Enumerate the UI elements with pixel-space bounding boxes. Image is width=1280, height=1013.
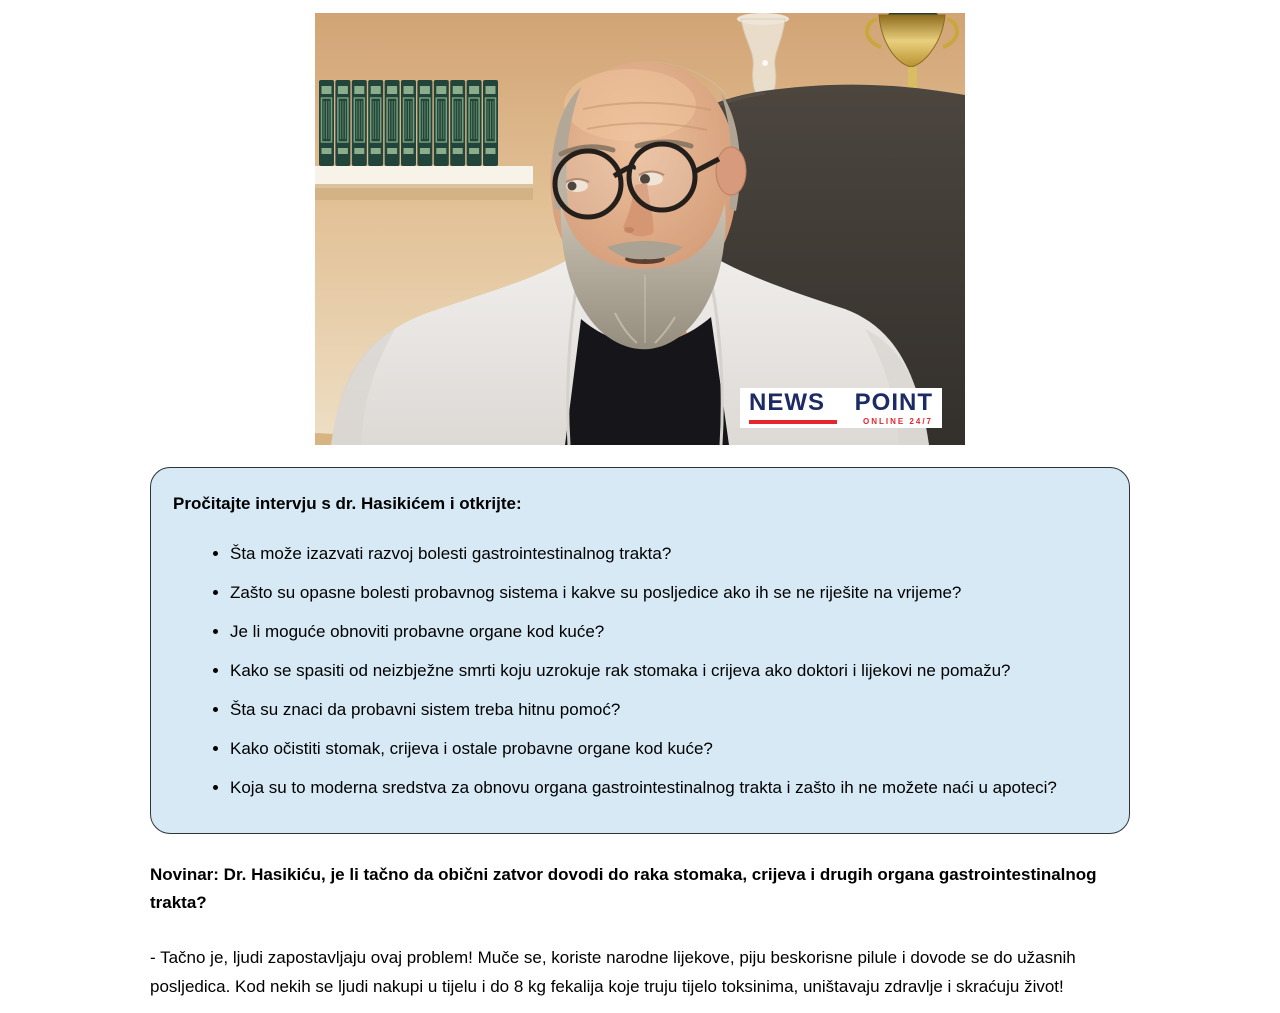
list-item: • Šta može izazvati razvoj bolesti gastrointestinalnog trakta? [230, 543, 1099, 565]
logo-tagline: ONLINE 24/7 [862, 417, 933, 426]
news-point-logo-text [749, 391, 933, 415]
list-item: • Koja su to moderna sredstva za obnovu organa gastrointestinalnog trakta i zašto ih ne možete naći u apoteci? [230, 777, 1099, 799]
interview-answer: - Tačno je, ljudi zapostavljaju ovaj problem! Muče se, koriste narodne lijekove, piju beskorisne pilule i dovode se do užasnih posljedica. Kod nekih se ljudi nakupi u tijelu i do 8 kg fekalija koje truju tijelo toksinima, uništavaju zdravlje i skraćuju život! [150, 948, 1076, 996]
news-point-logo [740, 388, 942, 428]
list-item: • Je li moguće obnoviti probavne organe kod kuće? [230, 621, 1099, 643]
doctor-photo-illustration [315, 13, 965, 445]
article-body [150, 861, 1130, 1001]
doctor-photo [315, 13, 965, 445]
interview-question: Novinar: Dr. Hasikiću, je li tačno da obični zatvor dovodi do raka stomaka, crijeva i drugih organa gastrointestinalnog trakta? [150, 865, 1097, 912]
list-item: • Zašto su opasne bolesti probavnog sistema i kakve su posljedice ako ih se ne riješite na vrijeme? [230, 582, 1099, 604]
list-item: • Kako očistiti stomak, crijeva i ostale probavne organe kod kuće? [230, 738, 1099, 760]
list-item: • Šta su znaci da probavni sistem treba hitnu pomoć? [230, 699, 1099, 721]
logo-word-news: NEWS [749, 389, 825, 416]
interview-highlights-box [150, 467, 1130, 834]
logo-word-point: POINT [854, 389, 933, 416]
box-heading: Pročitajte intervju s dr. Hasikićem i otkrijte: [173, 494, 522, 513]
logo-red-bar [749, 420, 837, 424]
list-item: • Kako se spasiti od neizbježne smrti koju uzrokuje rak stomaka i crijeva ako doktori i lijekovi ne pomažu? [230, 660, 1099, 682]
interview-topics-list [173, 543, 1099, 799]
